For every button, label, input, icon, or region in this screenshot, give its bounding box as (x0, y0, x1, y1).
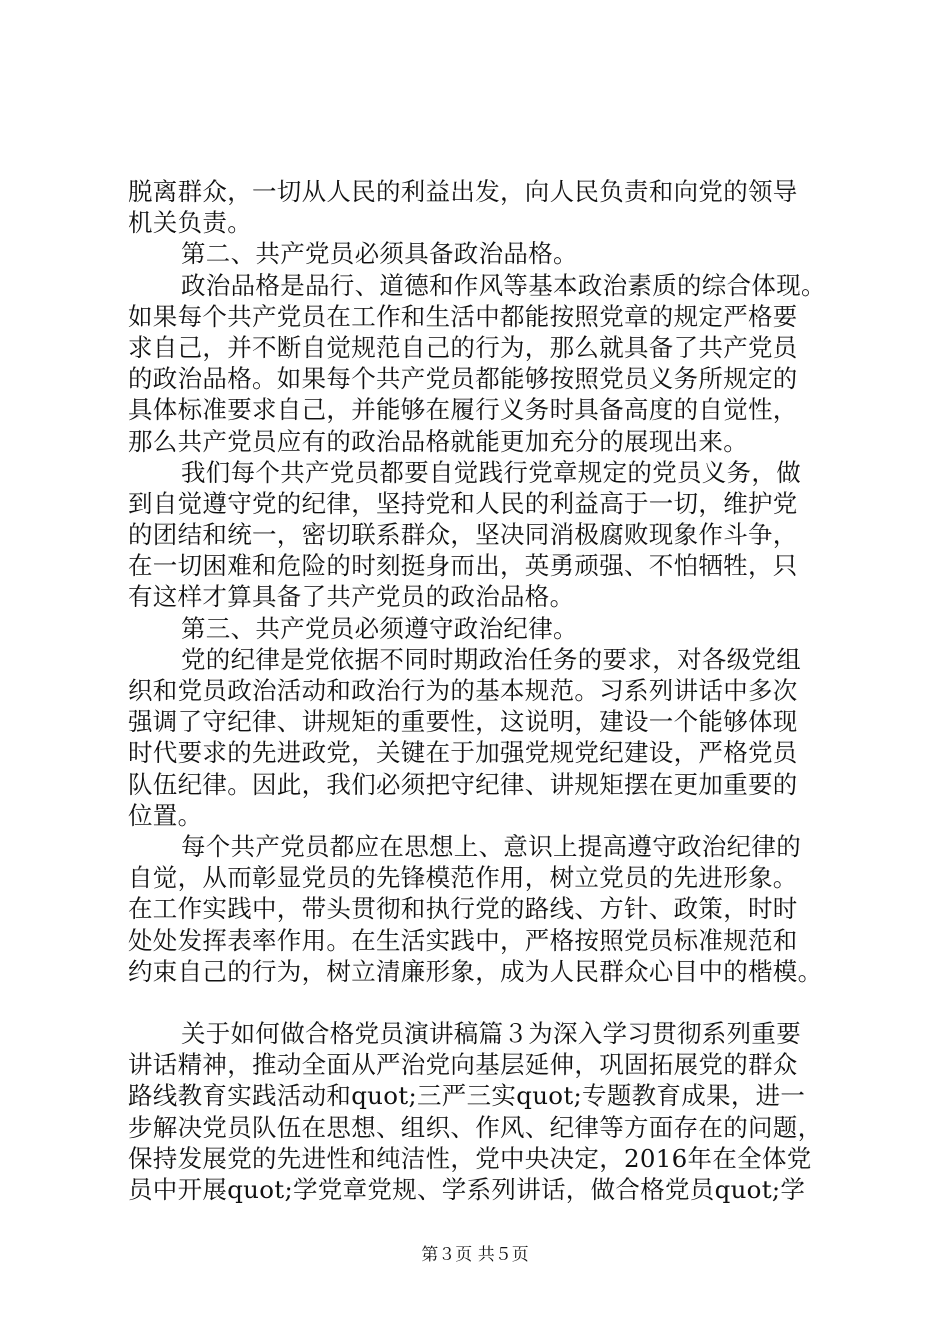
text-line: 脱离群众，一切从人民的利益出发，向人民负责和向党的领导 (128, 177, 798, 206)
document-body (128, 176, 828, 1205)
text-line: 织和党员政治活动和政治行为的基本规范。习系列讲话中多次 (128, 676, 798, 705)
page-footer (0, 1244, 950, 1266)
text-line: 在工作实践中，带头贯彻和执行党的路线、方针、政策，时时 (128, 894, 798, 924)
text-line: 位置。 (128, 800, 203, 830)
text-line: 有这样才算具备了共产党员的政治品格。 (128, 582, 575, 612)
text-line: 关于如何做合格党员演讲稿篇３为深入学习贯彻系列重要 (181, 1019, 801, 1049)
text-line: 那么共产党员应有的政治品格就能更加充分的展现出来。 (128, 426, 748, 456)
section-heading: 第三、共产党员必须遵守政治纪律。 (181, 613, 578, 643)
text-line: 机关负责。 (128, 208, 252, 238)
text-line: 具体标准要求自己，并能够在履行义务时具备高度的自觉性， (128, 395, 798, 425)
text-line: 到自觉遵守党的纪律，坚持党和人民的利益高于一切，维护党 (128, 488, 798, 518)
text-line: 求自己，并不断自觉规范自己的行为，那么就具备了共产党员 (128, 332, 798, 362)
text-line: 政治品格是品行、道德和作风等基本政治素质的综合体现。 (181, 270, 826, 300)
text-line: 讲话精神，推动全面从严治党向基层延伸，巩固拓展党的群众 (128, 1050, 798, 1080)
text-line: 处处发挥表率作用。在生活实践中，严格按照党员标准规范和 (128, 925, 798, 955)
text-line: 强调了守纪律、讲规矩的重要性，这说明，建设一个能够体现 (128, 707, 798, 737)
text-line: 步解决党员队伍在思想、组织、作风、纪律等方面存在的问题， (128, 1112, 823, 1142)
text-line: 自觉，从而彰显党员的先锋模范作用，树立党员的先进形象。 (128, 863, 798, 893)
text-line: 时代要求的先进政党，关键在于加强党规党纪建设，严格党员 (128, 738, 798, 768)
text-line: 党的纪律是党依据不同时期政治任务的要求，对各级党组 (181, 644, 801, 674)
text-line: 保持发展党的先进性和纯洁性，党中央决定，2016年在全体党 (128, 1143, 812, 1173)
text-line: 路线教育实践活动和quot;三严三实quot;专题教育成果，进一 (128, 1081, 806, 1111)
text-line: 我们每个共产党员都要自觉践行党章规定的党员义务，做 (181, 457, 801, 487)
text-line: 的政治品格。如果每个共产党员都能够按照党员义务所规定的 (128, 364, 798, 394)
section-heading: 第二、共产党员必须具备政治品格。 (181, 239, 578, 269)
text-line: 的团结和统一，密切联系群众，坚决同消极腐败现象作斗争， (128, 520, 798, 550)
text-line: 每个共产党员都应在思想上、意识上提高遵守政治纪律的 (181, 831, 801, 861)
text-line: 约束自己的行为，树立清廉形象，成为人民群众心目中的楷模。 (128, 956, 823, 986)
page-number: 第３页 共５页 (421, 1245, 529, 1265)
paragraph-gap (128, 987, 828, 1018)
text-line: 队伍纪律。因此，我们必须把守纪律、讲规矩摆在更加重要的 (128, 769, 798, 799)
text-line: 在一切困难和危险的时刻挺身而出，英勇顽强、不怕牺牲，只 (128, 551, 798, 581)
text-line: 如果每个共产党员在工作和生活中都能按照党章的规定严格要 (128, 301, 798, 331)
text-line: 员中开展quot;学党章党规、学系列讲话，做合格党员quot;学 (128, 1175, 806, 1204)
